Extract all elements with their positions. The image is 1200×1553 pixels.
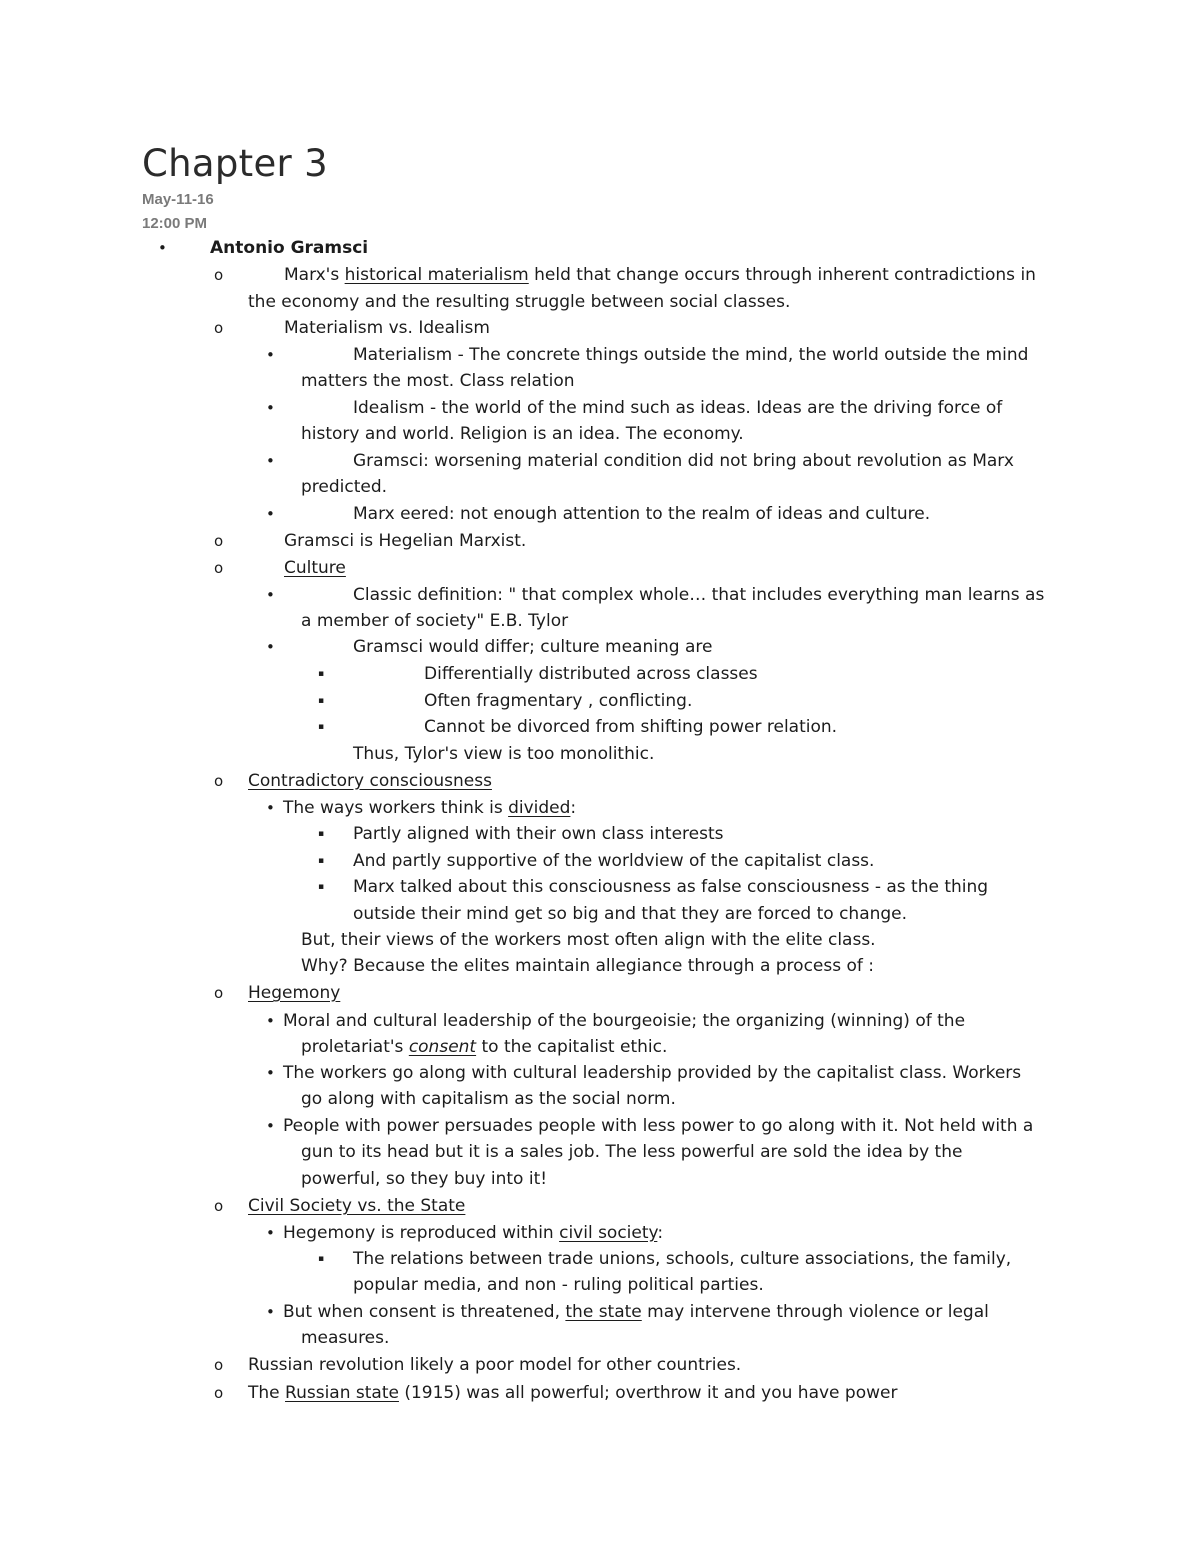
note-date: May-11-16 [142,191,214,208]
note-line: Partly aligned with their own class interests [353,824,724,844]
note-line: And partly supportive of the worldview of the capitalist class. [353,851,875,871]
bullet-level2: o [214,559,224,577]
bullet-level3: • [266,799,275,817]
subheading-culture: Culture [284,558,346,578]
note-line: matters the most. Class relation [301,371,575,391]
note-time: 12:00 PM [142,215,208,232]
bullet-level3: • [266,505,275,523]
underlined-term: divided [508,798,571,818]
bullet-level4: ▪ [318,882,325,892]
note-line: Hegemony is reproduced within civil society: [283,1223,664,1243]
bullet-level3: • [266,1064,275,1082]
bullet-level4: ▪ [318,669,325,679]
bullet-level2: o [214,266,224,284]
note-line: outside their mind get so big and that they are forced to change. [353,904,908,924]
bullet-level3: • [266,1224,275,1242]
note-line: Thus, Tylor's view is too monolithic. [353,744,655,764]
note-line: Gramsci: worsening material condition did not bring about revolution as Marx [353,451,1014,471]
note-line: Russian revolution likely a poor model for other countries. [248,1355,742,1375]
bullet-level2: o [214,1197,224,1215]
underlined-term: historical materialism [344,265,529,285]
note-line: Gramsci would differ; culture meaning are [353,637,713,657]
underlined-term: civil society [559,1223,658,1243]
note-line: Cannot be divorced from shifting power relation. [424,717,838,737]
underlined-term: consent [408,1037,477,1057]
bullet-level4: ▪ [318,1254,325,1264]
bullet-level4: ▪ [318,696,325,706]
note-line: Gramsci is Hegelian Marxist. [284,531,527,551]
bullet-level3: • [266,452,275,470]
note-line: People with power persuades people with less power to go along with it. Not held with a [283,1116,1034,1136]
note-line: The workers go along with cultural leadership provided by the capitalist class. Workers [283,1063,1022,1083]
bullet-level3: • [266,346,275,364]
bullet-level3: • [266,586,275,604]
note-line: Marx's historical materialism held that change occurs through inherent contradictions in [284,265,1036,285]
note-line: Often fragmentary , conflicting. [424,691,693,711]
note-line: Classic definition: " that complex whole… that includes everything man learns as [353,585,1045,605]
note-line: The Russian state (1915) was all powerful; overthrow it and you have power [248,1383,898,1403]
note-line: history and world. Religion is an idea. The economy. [301,424,744,444]
note-line: Materialism - The concrete things outside the mind, the world outside the mind [353,345,1029,365]
bullet-level2: o [214,1356,224,1374]
bullet-level2: o [214,772,224,790]
note-line: Differentially distributed across classes [424,664,758,684]
bullet-level2: o [214,319,224,337]
bullet-level3: • [266,399,275,417]
note-line: go along with capitalism as the social norm. [301,1089,676,1109]
note-line: proletariat's consent to the capitalist ethic. [301,1037,668,1057]
note-line: a member of society" E.B. Tylor [301,611,569,631]
note-line: But, their views of the workers most often align with the elite class. [301,930,876,950]
note-line: Materialism vs. Idealism [284,318,490,338]
bullet-level3: • [266,638,275,656]
note-line: Marx talked about this consciousness as false consciousness - as the thing [353,877,989,897]
note-line: Moral and cultural leadership of the bourgeoisie; the organizing (winning) of the [283,1011,966,1031]
bullet-level2: o [214,532,224,550]
underlined-term: Russian state [285,1383,399,1403]
note-line: The relations between trade unions, schools, culture associations, the family, [353,1249,1012,1269]
note-line: Idealism - the world of the mind such as ideas. Ideas are the driving force of [353,398,1003,418]
note-line: popular media, and non - ruling political parties. [353,1275,764,1295]
heading-antonio-gramsci: Antonio Gramsci [210,238,369,258]
note-line: measures. [301,1328,390,1348]
underlined-term: the state [565,1302,642,1322]
bullet-level1: • [158,239,167,257]
bullet-level4: ▪ [318,856,325,866]
note-line: But when consent is threatened, the state may intervene through violence or legal [283,1302,989,1322]
subheading-hegemony: Hegemony [248,983,341,1003]
note-line: gun to its head but it is a sales job. The less powerful are sold the idea by the [301,1142,963,1162]
note-line: the economy and the resulting struggle between social classes. [248,292,791,312]
note-line: Why? Because the elites maintain allegiance through a process of : [301,956,875,976]
bullet-level2: o [214,984,224,1002]
note-line: The ways workers think is divided: [283,798,577,818]
bullet-level4: ▪ [318,829,325,839]
bullet-level3: • [266,1303,275,1321]
bullet-level3: • [266,1012,275,1030]
subheading-contradictory-consciousness: Contradictory consciousness [248,771,492,791]
bullet-level3: • [266,1117,275,1135]
bullet-level2: o [214,1384,224,1402]
note-line: Marx eered: not enough attention to the realm of ideas and culture. [353,504,931,524]
note-line: predicted. [301,477,388,497]
note-line: powerful, so they buy into it! [301,1169,548,1189]
bullet-level4: ▪ [318,722,325,732]
subheading-civil-society: Civil Society vs. the State [248,1196,466,1216]
page-title: Chapter 3 [142,142,328,185]
